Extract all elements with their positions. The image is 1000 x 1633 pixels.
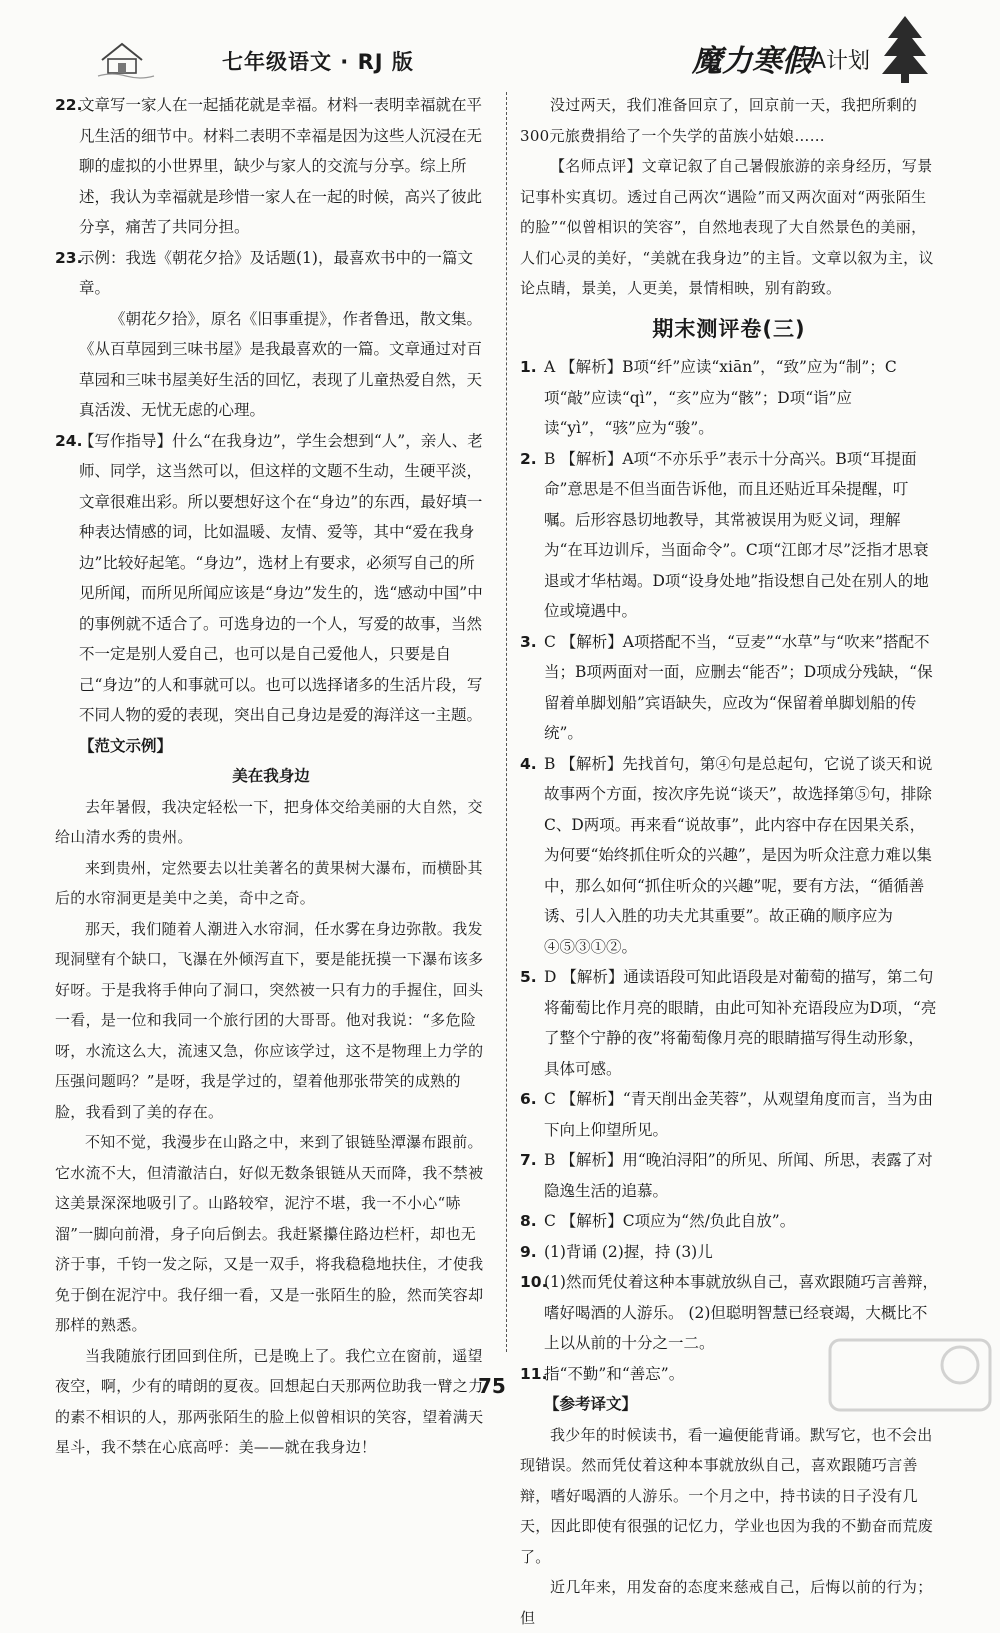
answer-number: 9. xyxy=(520,1237,537,1268)
pine-tree-icon xyxy=(880,14,930,84)
answer-number: 1. xyxy=(520,352,537,383)
answer-24 xyxy=(55,426,487,731)
answer-text: A 【解析】B项“纤”应读“xiān”，“致”应为“制”；C项“敲”应读“qì”，“亥”应为“骸”；D项“诣”应读“yì”，“骇”应为“骏”。 xyxy=(544,352,938,444)
answer-6 xyxy=(520,1084,938,1145)
answer-8 xyxy=(520,1206,938,1237)
answer-number: 7. xyxy=(520,1145,537,1176)
answer-1 xyxy=(520,352,938,444)
house-logo-icon xyxy=(92,40,162,80)
left-column xyxy=(55,90,487,1463)
page-number: 75 xyxy=(478,1374,506,1398)
answer-text: 【写作指导】什么“在我身边”，学生会想到“人”，亲人、老师、同学，这当然可以，但这样的文题不生动，生硬平淡，文章很难出彩。所以要想好这个在“身边”的东西，最好填一种表达情感的词，比如温暖、友情、爱等，其中“爱在我身边”比较好起笔。“身边”，选材上有要求，必须写自己的所见所闻，而所见所闻应该是“身边”发生的，选“感动中国”中的事例就不适合了。可选身边的一个人，写爱的故事，当然不一定是别人爱自己，也可以是自己爱他人，只要是自己“身边”的人和事就可以。也可以选择诸多的生活片段，写不同人物的爱的表现，突出自己身边是爱的海洋这一主题。 xyxy=(79,426,487,731)
answer-text: 指“不勤”和“善忘”。 xyxy=(544,1359,938,1390)
answer-number: 6. xyxy=(520,1084,537,1115)
teacher-comment: 【名师点评】文章记叙了自己暑假旅游的亲身经历，写景记事朴实真切。透过自己两次“遇险”而又两次面对“两张陌生的脸”“似曾相识的笑容”，自然地表现了大自然景色的美丽，人们心灵的美好，“美就在我身边”的主旨。文章以叙为主，议论点睛，景美，人更美，景情相映，别有韵致。 xyxy=(520,151,938,304)
answer-text: B 【解析】先找首句，第④句是总起句，它说了谈天和说故事两个方面，按次序先说“谈天”，故选择第⑤句，排除C、D两项。再来看“说故事”，此内容中存在因果关系，为何要“始终抓住听众的兴趣”，是因为听众注意力难以集中，那么如何“抓住听众的兴趣”呢，要有方法，“循循善诱、引人入胜的功夫尤其重要”。故正确的顺序应为④⑤③①②。 xyxy=(544,749,938,963)
answer-text: B 【解析】A项“不亦乐乎”表示十分高兴。B项“耳提面命”意思是不但当面告诉他，而且还贴近耳朵提醒，叮嘱。后形容恳切地教导，其常被误用为贬义词，理解为“在耳边训斥，当面命令”。C项“江郎才尽”泛指才思衰退或才华枯竭。D项“设身处地”指设想自己处在别人的地位或境遇中。 xyxy=(544,444,938,627)
essay-paragraph: 不知不觉，我漫步在山路之中，来到了银链坠潭瀑布跟前。它水流不大，但清澈洁白，好似无数条银链从天而降，我不禁被这美景深深地吸引了。山路较窄，泥泞不堪，我一不小心“哧溜”一脚向前滑，身子向后倒去。我赶紧攥住路边栏杆，却也无济于事，千钧一发之际，又是一双手，将我稳稳地扶住，才使我免于倒在泥泞中。我仔细一看，又是一张陌生的脸，然而笑容却那样的熟悉。 xyxy=(55,1127,487,1341)
answer-number: 24. xyxy=(55,426,82,457)
brand-title: 魔力寒假 xyxy=(692,36,812,80)
answer-text: C 【解析】“青天削出金芙蓉”，从观望角度而言，当为由下向上仰望所见。 xyxy=(544,1084,938,1145)
essay-paragraph: 没过两天，我们准备回京了，回京前一天，我把所剩的300元旅费捐给了一个失学的苗族小姑娘…… xyxy=(520,90,938,151)
translation-paragraph: 我少年的时候读书，看一遍便能背诵。默写它，也不会出现错误。然而凭仗着这种本事就放纵自己，喜欢跟随巧言善辩，嗜好喝酒的人游乐。一个月之中，持书读的日子没有几天，因此即使有很强的记忆力，学业也因为我的不勤奋而荒废了。 xyxy=(520,1420,938,1573)
essay-paragraph: 那天，我们随着人潮进入水帘洞，任水雾在身边弥散。我发现洞壁有个缺口，飞瀑在外倾泻直下，要是能抚摸一下瀑布该多好呀。于是我将手伸向了洞口，突然被一只有力的手握住，回头一看，是一位和我同一个旅行团的大哥哥。他对我说：“多危险呀，水流这么大，流速又急，你应该学过，这不是物理上力学的压强问题吗？”是呀，我是学过的，望着他那张带笑的成熟的脸，我看到了美的存在。 xyxy=(55,914,487,1128)
answer-text: C 【解析】C项应为“然/负此自放”。 xyxy=(544,1206,938,1237)
answer-text: C 【解析】A项搭配不当，“豆麦”“水草”与“吹来”搭配不当；B项两面对一面，应删去“能否”；D项成分残缺，“保留着单脚划船”宾语缺失，应改为“保留着单脚划船的传统”。 xyxy=(544,627,938,749)
answer-text: D 【解析】通读语段可知此语段是对葡萄的描写，第二句将葡萄比作月亮的眼睛，由此可知补充语段应为D项，“亮了整个宁静的夜”将葡萄像月亮的眼睛描写得生动形象，具体可感。 xyxy=(544,962,938,1084)
column-divider xyxy=(506,92,507,1352)
answer-number: 3. xyxy=(520,627,537,658)
reference-translation xyxy=(520,1420,938,1633)
essay-paragraph: 当我随旅行团回到住所，已是晚上了。我伫立在窗前，遥望夜空，啊，少有的晴朗的夏夜。回想起白天那两位助我一臂之力的素不相识的人，那两张陌生的脸上似曾相识的笑容，望着满天星斗，我不禁在心底高呼：美——就在我身边！ xyxy=(55,1341,487,1463)
answer-2 xyxy=(520,444,938,627)
answer-5 xyxy=(520,962,938,1084)
answer-3 xyxy=(520,627,938,749)
answer-text: B 【解析】用“晚泊浔阳”的所见、所闻、所思，表露了对隐逸生活的追慕。 xyxy=(544,1145,938,1206)
answer-text: 文章写一家人在一起插花就是幸福。材料一表明幸福就在平凡生活的细节中。材料二表明不幸福是因为这些人沉浸在无聊的虚拟的小世界里，缺少与家人的交流与分享。综上所述，我认为幸福就是珍惜一家人在一起的时候，高兴了彼此分享，痛苦了共同分担。 xyxy=(79,90,487,243)
answer-text: (1)然而凭仗着这种本事就放纵自己，喜欢跟随巧言善辩，嗜好喝酒的人游乐。 (2)但聪明智慧已经衰竭，大概比不上以从前的十分之一二。 xyxy=(544,1267,938,1359)
translation-paragraph: 近几年来，用发奋的态度来慈戒自己，后悔以前的行为；但 xyxy=(520,1572,938,1633)
answer-number: 8. xyxy=(520,1206,537,1237)
answer-number: 23. xyxy=(55,243,82,274)
essay-title: 美在我身边 xyxy=(55,761,487,792)
essay-paragraph: 来到贵州，定然要去以壮美著名的黄果树大瀑布，而横卧其后的水帘洞更是美中之美，奇中之奇。 xyxy=(55,853,487,914)
grade-label: 七年级语文 · RJ 版 xyxy=(222,46,414,76)
answer-7 xyxy=(520,1145,938,1206)
section-title: 期末测评卷(三) xyxy=(520,314,938,345)
brand-subtitle: A计划 xyxy=(811,44,870,75)
answer-4 xyxy=(520,749,938,963)
answer-number: 22. xyxy=(55,90,82,121)
answer-number: 10. xyxy=(520,1267,547,1298)
essay-paragraph: 去年暑假，我决定轻松一下，把身体交给美丽的大自然，交给山清水秀的贵州。 xyxy=(55,792,487,853)
answer-number: 2. xyxy=(520,444,537,475)
page-header xyxy=(0,0,1000,82)
answer-23 xyxy=(55,243,487,426)
answer-text: 示例：我选《朝花夕拾》及话题(1)，最喜欢书中的一篇文章。 xyxy=(79,243,487,304)
answer-number: 5. xyxy=(520,962,537,993)
essay-continuation xyxy=(520,90,938,304)
answer-9 xyxy=(520,1237,938,1268)
watermark-logo-icon xyxy=(820,1330,1000,1423)
answer-22 xyxy=(55,90,487,243)
answer-text: (1)背诵 (2)握，持 (3)儿 xyxy=(544,1237,938,1268)
reference-translation-label: 【参考译文】 xyxy=(520,1389,938,1420)
essay-body xyxy=(55,792,487,1463)
sample-essay-label: 【范文示例】 xyxy=(55,731,487,762)
answer-number: 11. xyxy=(520,1359,547,1390)
answer-number: 4. xyxy=(520,749,537,780)
answer-paragraph: 《朝花夕拾》，原名《旧事重提》，作者鲁迅，散文集。《从百草园到三味书屋》是我最喜欢的一篇。文章通过对百草园和三味书屋美好生活的回忆，表现了儿童热爱自然，天真活泼、无忧无虑的心理。 xyxy=(79,304,487,426)
